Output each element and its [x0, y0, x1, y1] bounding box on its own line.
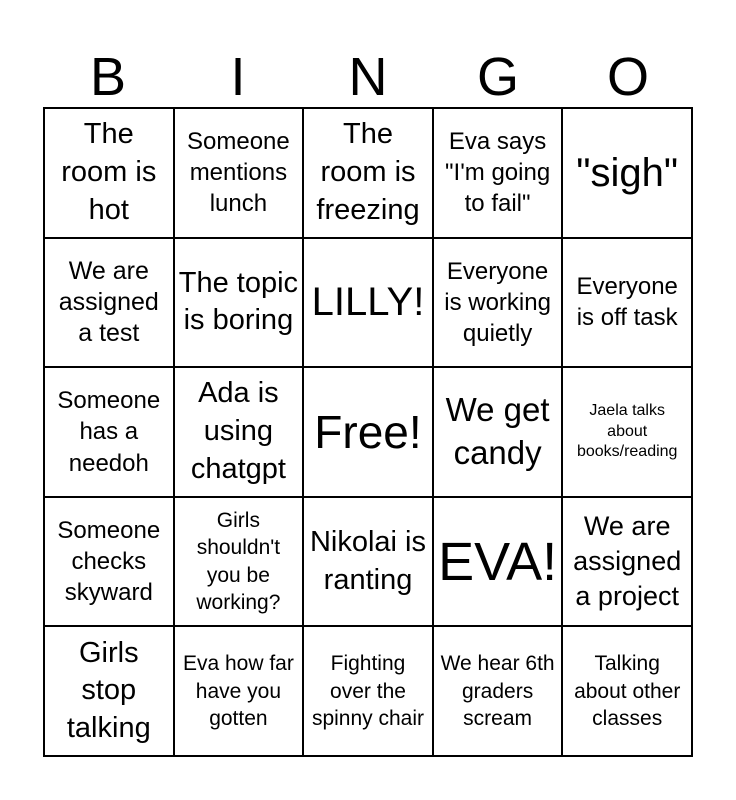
- bingo-cell[interactable]: "sigh": [562, 108, 692, 238]
- bingo-cell[interactable]: Eva how far have you gotten: [174, 626, 304, 756]
- bingo-cell[interactable]: Ada is using chatgpt: [174, 367, 304, 497]
- bingo-cell[interactable]: We hear 6th graders scream: [433, 626, 563, 756]
- bingo-cell[interactable]: Someone mentions lunch: [174, 108, 304, 238]
- bingo-cell[interactable]: LILLY!: [303, 238, 433, 368]
- header-letter-g: G: [476, 47, 519, 107]
- bingo-cell[interactable]: The room is freezing: [303, 108, 433, 238]
- bingo-cell[interactable]: We get candy: [433, 367, 563, 497]
- bingo-cell[interactable]: EVA!: [433, 497, 563, 627]
- header-letter-n: N: [348, 47, 388, 107]
- bingo-cell[interactable]: Everyone is off task: [562, 238, 692, 368]
- header-letter-o: O: [606, 47, 649, 107]
- bingo-cell[interactable]: The room is hot: [44, 108, 174, 238]
- header-letter-b: B: [89, 47, 127, 107]
- bingo-cell[interactable]: We are assigned a project: [562, 497, 692, 627]
- bingo-cell[interactable]: Someone has a needoh: [44, 367, 174, 497]
- bingo-cell[interactable]: Talking about other classes: [562, 626, 692, 756]
- bingo-cell[interactable]: Eva says "I'm going to fail": [433, 108, 563, 238]
- bingo-cell[interactable]: Fighting over the spinny chair: [303, 626, 433, 756]
- bingo-board: [43, 107, 693, 757]
- bingo-cell[interactable]: The topic is boring: [174, 238, 304, 368]
- bingo-cell[interactable]: Someone checks skyward: [44, 497, 174, 627]
- bingo-cell[interactable]: Girls stop talking: [44, 626, 174, 756]
- bingo-cell[interactable]: Nikolai is ranting: [303, 497, 433, 627]
- bingo-cell[interactable]: Everyone is working quietly: [433, 238, 563, 368]
- header-letter-i: I: [230, 47, 246, 107]
- free-space-cell[interactable]: Free!: [303, 367, 433, 497]
- bingo-cell[interactable]: Girls shouldn't you be working?: [174, 497, 304, 627]
- bingo-cell[interactable]: Jaela talks about books/reading: [562, 367, 692, 497]
- bingo-cell[interactable]: We are assigned a test: [44, 238, 174, 368]
- bingo-header: [43, 46, 693, 108]
